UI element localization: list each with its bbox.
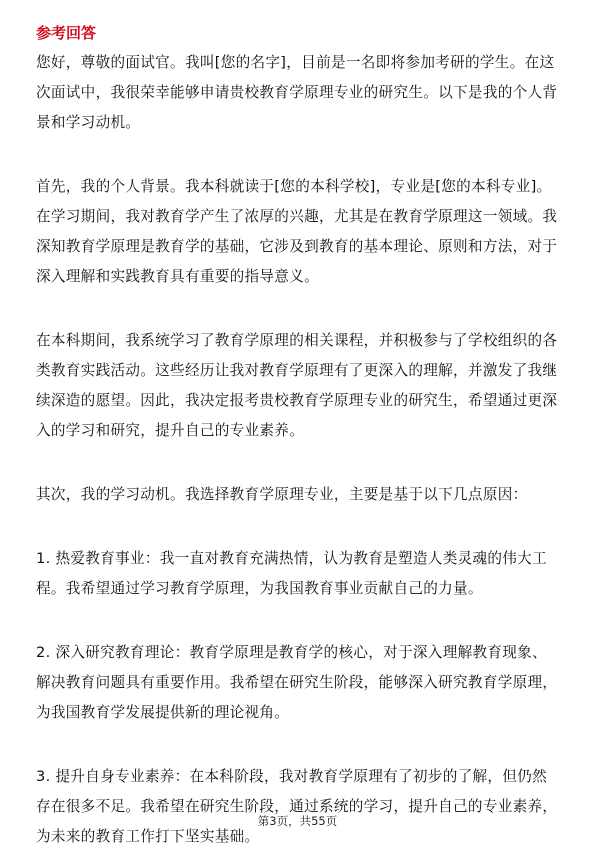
page-number: 第3页，共55页	[257, 814, 338, 828]
list-item-reason-1: 1. 热爱教育事业：我一直对教育充满热情，认为教育是塑造人类灵魂的伟大工程。我希望通过学习教育学原理，为我国教育事业贡献自己的力量。	[36, 550, 547, 597]
paragraph-motivation-intro: 其次，我的学习动机。我选择教育学原理专业，主要是基于以下几点原因：	[36, 486, 528, 503]
paragraph-background: 首先，我的个人背景。我本科就读于[您的本科学校]，专业是[您的本科专业]。在学习期间，我对教育学产生了浓厚的兴趣，尤其是在教育学原理这一领域。我深知教育学原理是教育学的基础，它涉及到教育的基本理论、原则和方法，对于深入理解和实践教育具有重要的指导意义。	[36, 178, 558, 285]
paragraph-undergrad-study: 在本科期间，我系统学习了教育学原理的相关课程，并积极参与了学校组织的各类教育实践活动。这些经历让我对教育学原理有了更深入的理解，并激发了我继续深造的愿望。因此，我决定报考贵校教育学原理专业的研究生，希望通过更深入的学习和研究，提升自己的专业素养。	[36, 332, 558, 439]
list-item-reason-2: 2. 深入研究教育理论：教育学原理是教育学的核心，对于深入理解教育现象、解决教育问题具有重要作用。我希望在研究生阶段，能够深入研究教育学原理，为我国教育学发展提供新的理论视角。	[36, 644, 558, 721]
paragraph-greeting: 您好，尊敬的面试官。我叫[您的名字]，目前是一名即将参加考研的学生。在这次面试中，我很荣幸能够申请贵校教育学原理专业的研究生。以下是我的个人背景和学习动机。	[36, 54, 558, 131]
section-title: 参考回答	[36, 24, 97, 42]
list-item-reason-3: 3. 提升自身专业素养：在本科阶段，我对教育学原理有了初步的了解，但仍然存在很多不足。我希望在研究生阶段，通过系统的学习，提升自己的专业素养，为未来的教育工作打下坚实基础。	[36, 768, 558, 845]
answer-body	[36, 48, 560, 852]
